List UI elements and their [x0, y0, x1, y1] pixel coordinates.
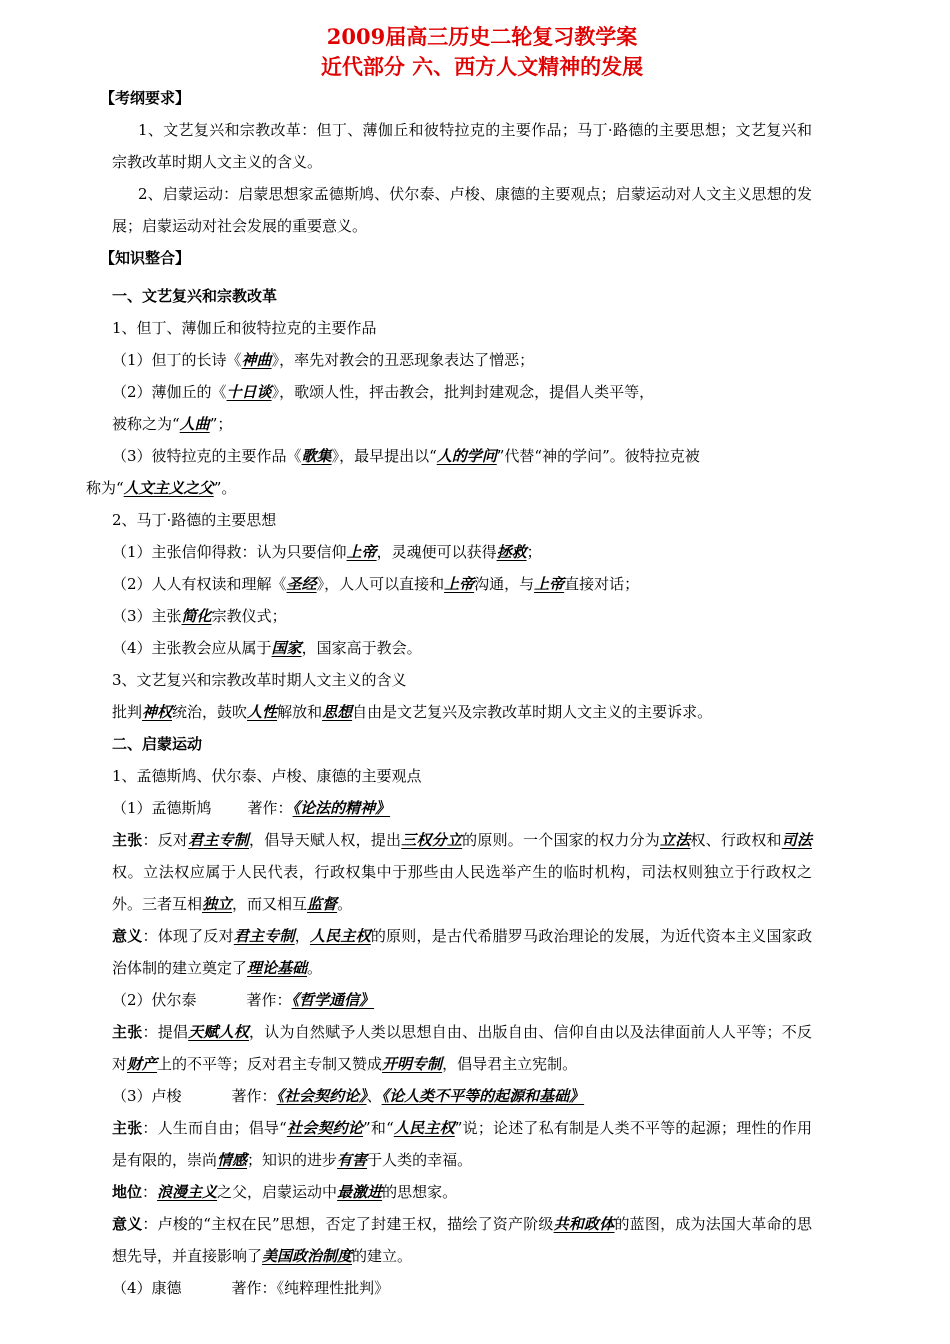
kaogang-item-2: 2、启蒙运动：启蒙思想家孟德斯鸠、伏尔泰、卢梭、康德的主要观点；启蒙运动对人文主义思想的发展；启蒙运动对社会发展的重要意义。 — [112, 185, 812, 235]
s1-item-2b: （2）人人有权读和理解《圣经》，人人可以直接和上帝沟通，与上帝直接对话； — [112, 575, 640, 593]
voltaire-heading: （2）伏尔泰 著作：《哲学通信》 — [112, 991, 375, 1009]
s1-item-3: 3、文艺复兴和宗教改革时期人文主义的含义 — [112, 671, 407, 689]
s1-item-2: 2、马丁·路德的主要思想 — [112, 511, 277, 529]
s1-item-1: 1、但丁、薄伽丘和彼特拉克的主要作品 — [112, 319, 377, 337]
montesquieu-claims: 主张：反对君主专制，倡导天赋人权，提出三权分立的原则。一个国家的权力分为立法权、行政权和司法权。立法权应属于人民代表，行政权集中于那些由人民选举产生的临时机构，司法权则独立于行政权之外。三者互相独立，而又相互监督。 — [112, 831, 812, 913]
keyword: 歌集 — [301, 447, 332, 465]
kaogang-item-1: 1、文艺复兴和宗教改革：但丁、薄伽丘和彼特拉克的主要作品；马丁·路德的主要思想；文艺复兴和宗教改革时期人文主义的含义。 — [112, 121, 812, 171]
keyword: 拯救 — [496, 543, 527, 561]
s1-item-1a: （1）但丁的长诗《神曲》，率先对教会的丑恶现象表达了憎恶； — [112, 351, 535, 369]
s1-item-1b-cont: 被称之为“人曲”； — [112, 415, 233, 433]
heading-kaogang: 【考纲要求】 — [100, 89, 191, 107]
keyword: 国家 — [271, 639, 302, 657]
keyword: 人文主义之父 — [123, 479, 214, 497]
s2-item-1: 1、孟德斯鸠、伏尔泰、卢梭、康德的主要观点 — [112, 767, 422, 785]
rousseau-claims: 主张：人生而自由；倡导“社会契约论”和“人民主权”说；论述了私有制是人类不平等的起源；理性的作用是有限的，崇尚情感；知识的进步有害于人类的幸福。 — [112, 1119, 812, 1169]
s1-item-1c: （3）彼特拉克的主要作品《歌集》，最早提出以“人的学问”代替“神的学问”。彼特拉克被 — [112, 447, 700, 465]
montesquieu-heading: （1）孟德斯鸠 著作：《论法的精神》 — [112, 799, 391, 817]
book-title: 《纯粹理性批判》 — [276, 1279, 390, 1297]
keyword: 上帝 — [346, 543, 377, 561]
kant-heading: （4）康德 著作：《纯粹理性批判》 — [112, 1279, 390, 1297]
keyword: 人的学问 — [436, 447, 497, 465]
rousseau-status: 地位：浪漫主义之父，启蒙运动中最激进的思想家。 — [112, 1183, 458, 1201]
s1-item-1b: （2）薄伽丘的《十日谈》，歌颂人性，抨击教会，批判封建观念，提倡人类平等， — [112, 383, 655, 401]
montesquieu-significance: 意义：体现了反对君主专制，人民主权的原则，是古代希腊罗马政治理论的发展，为近代资本主义国家政治体制的建立奠定了理论基础。 — [112, 927, 812, 977]
s1-item-2a: （1）主张信仰得救：认为只要信仰上帝，灵魂便可以获得拯救； — [112, 543, 542, 561]
s1-item-2c: （3）主张简化宗教仪式； — [112, 607, 287, 625]
keyword: 简化 — [181, 607, 212, 625]
heading-zhishi: 【知识整合】 — [100, 249, 191, 267]
keyword: 人性 — [247, 703, 278, 721]
keyword: 十日谈 — [226, 383, 272, 401]
keyword: 上帝 — [534, 575, 565, 593]
s1-item-2d: （4）主张教会应从属于国家，国家高于教会。 — [112, 639, 422, 657]
rousseau-significance: 意义：卢梭的“主权在民”思想，否定了封建王权，描绘了资产阶级共和政体的蓝图，成为法国大革命的思想先导，并直接影响了美国政治制度的建立。 — [112, 1215, 812, 1265]
book-title: 《哲学通信》 — [291, 991, 375, 1009]
keyword: 人曲 — [179, 415, 210, 433]
s1-item-1c-cont: 称为“人文主义之父”。 — [86, 479, 237, 497]
keyword: 上帝 — [444, 575, 475, 593]
section-1-heading: 一、文艺复兴和宗教改革 — [112, 287, 278, 305]
s1-item-3a: 批判神权统治，鼓吹人性解放和思想自由是文艺复兴及宗教改革时期人文主义的主要诉求。 — [112, 703, 713, 721]
voltaire-claims: 主张：提倡天赋人权，认为自然赋予人类以思想自由、出版自由、信仰自由以及法律面前人人平等；不反对财产上的不平等；反对君主专制又赞成开明专制，倡导君主立宪制。 — [112, 1023, 812, 1073]
book-title: 《论人类不平等的起源和基础》 — [381, 1087, 585, 1105]
doc-title: 2009届高三历史二轮复习教学案 — [326, 24, 638, 49]
keyword: 神权 — [142, 703, 173, 721]
section-2-heading: 二、启蒙运动 — [112, 735, 203, 753]
keyword: 神曲 — [241, 351, 272, 369]
book-title: 《社会契约论》 — [276, 1087, 367, 1105]
doc-subtitle: 近代部分 六、西方人文精神的发展 — [320, 54, 644, 79]
keyword: 思想 — [322, 703, 353, 721]
book-title: 《论法的精神》 — [292, 799, 391, 817]
keyword: 圣经 — [286, 575, 317, 593]
rousseau-heading: （3）卢梭 著作：《社会契约论》、《论人类不平等的起源和基础》 — [112, 1087, 585, 1105]
